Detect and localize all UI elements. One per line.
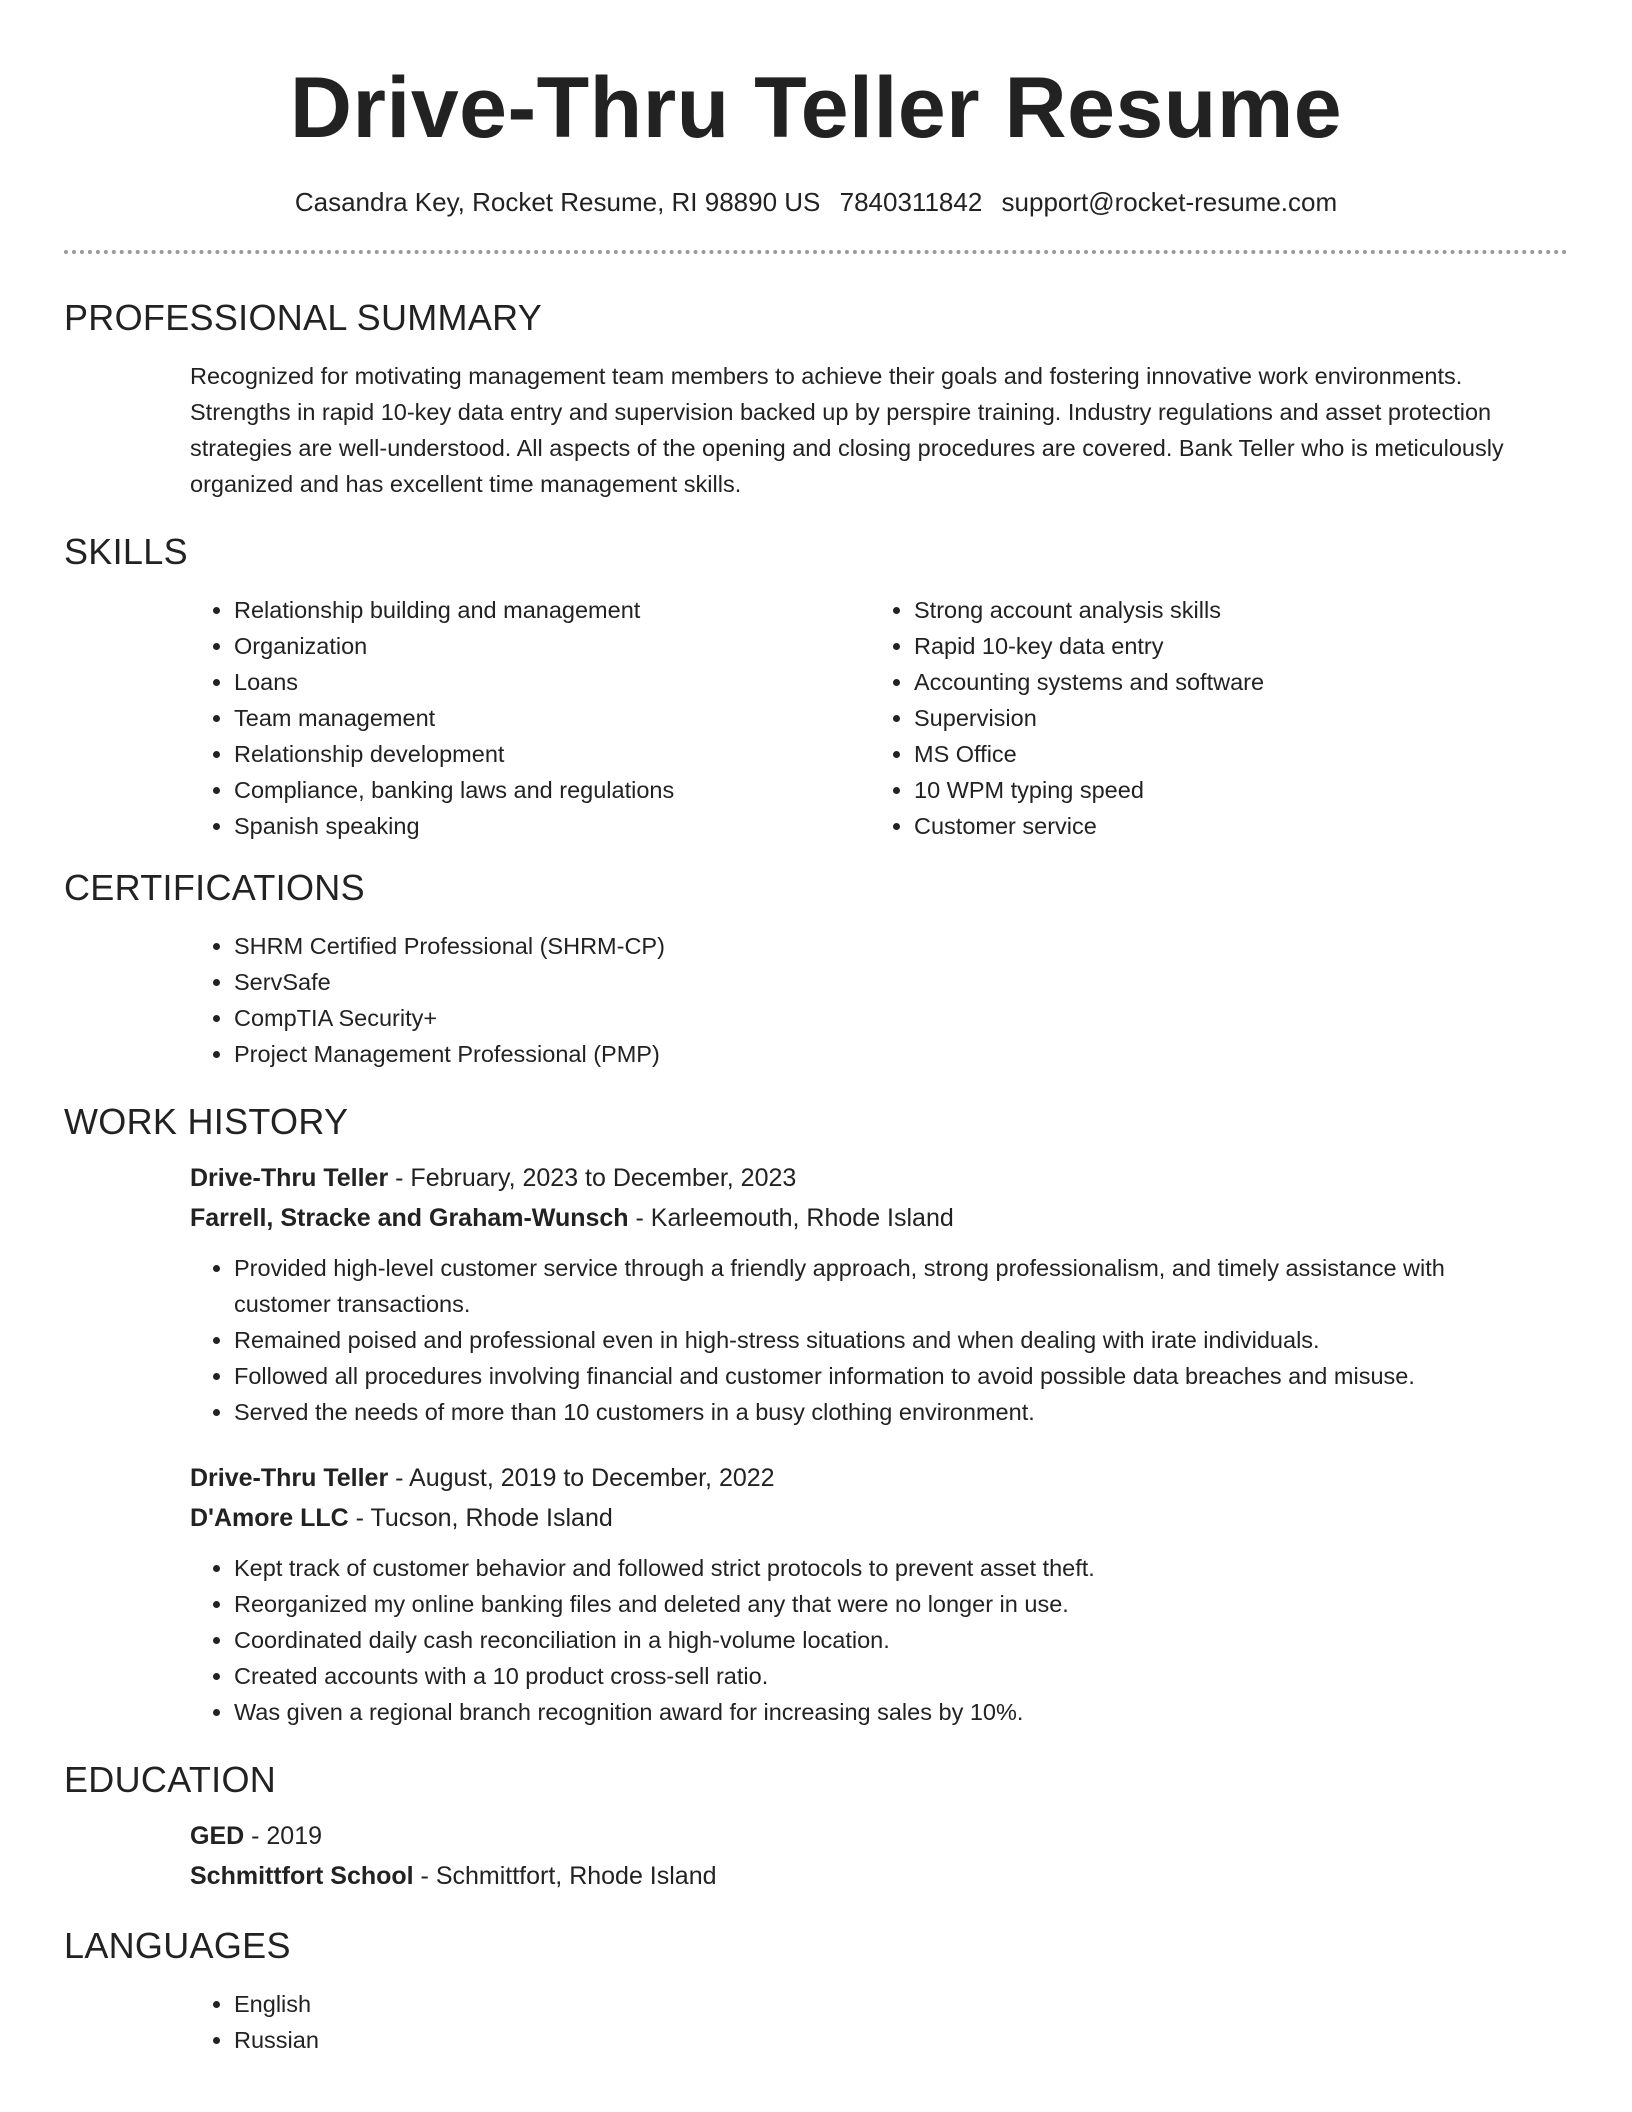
skill-item: • Team management — [234, 700, 870, 736]
summary-section — [64, 296, 1568, 502]
resume-title: Drive-Thru Teller Resume — [289, 60, 1343, 156]
education-heading: EDUCATION — [64, 1759, 277, 1800]
skill-item: • Relationship development — [234, 736, 870, 772]
job-bullet: • Served the needs of more than 10 customers in a busy clothing environment. — [234, 1394, 1534, 1430]
contact-address: Casandra Key, Rocket Resume, RI 98890 US — [294, 187, 821, 217]
job-title: Drive-Thru Teller — [190, 1164, 389, 1192]
education-location: - Schmittfort, Rhode Island — [413, 1862, 717, 1890]
job-company: D'Amore LLC — [190, 1504, 349, 1532]
skills-right-list — [870, 592, 1550, 844]
job-location: - Karleemouth, Rhode Island — [628, 1204, 954, 1232]
summary-body — [190, 358, 1568, 502]
certification-item: • CompTIA Security+ — [234, 1000, 1568, 1036]
skills-left-column — [190, 592, 870, 844]
job-company-line — [190, 1498, 1568, 1538]
skill-item: • Loans — [234, 664, 870, 700]
skill-item: • Relationship building and management — [234, 592, 870, 628]
skills-columns — [190, 592, 1568, 844]
certifications-heading: CERTIFICATIONS — [64, 867, 365, 908]
certification-item: • ServSafe — [234, 964, 1568, 1000]
job-title-line — [190, 1458, 1568, 1498]
languages-body — [190, 1986, 1568, 2058]
skill-item: • Accounting systems and software — [914, 664, 1550, 700]
languages-heading: LANGUAGES — [64, 1925, 291, 1966]
job-bullet: • Coordinated daily cash reconciliation in a high-volume location. — [234, 1622, 1534, 1658]
job-entry — [190, 1158, 1568, 1430]
skills-left-list — [190, 592, 870, 844]
job-company-line — [190, 1198, 1568, 1238]
certifications-section — [64, 866, 1568, 1072]
languages-list — [190, 1986, 1568, 2058]
education-section — [64, 1758, 1568, 1896]
job-dates: - February, 2023 to December, 2023 — [388, 1164, 797, 1192]
job-company: Farrell, Stracke and Graham-Wunsch — [190, 1204, 629, 1232]
skill-item: • Rapid 10-key data entry — [914, 628, 1550, 664]
summary-heading: PROFESSIONAL SUMMARY — [64, 297, 543, 338]
skill-item: • Strong account analysis skills — [914, 592, 1550, 628]
job-bullet: • Kept track of customer behavior and followed strict protocols to prevent asset theft. — [234, 1550, 1534, 1586]
language-item: • English — [234, 1986, 1568, 2022]
skill-item: • Supervision — [914, 700, 1550, 736]
skill-item: • Spanish speaking — [234, 808, 870, 844]
job-bullet: • Created accounts with a 10 product cross-sell ratio. — [234, 1658, 1534, 1694]
job-dates: - August, 2019 to December, 2022 — [388, 1464, 775, 1492]
header-divider — [64, 250, 1568, 254]
skill-item: • MS Office — [914, 736, 1550, 772]
skills-section — [64, 530, 1568, 844]
job-bullet: • Provided high-level customer service through a friendly approach, strong professionalism, and timely assistance with customer transactions. — [234, 1250, 1534, 1322]
education-school: Schmittfort School — [190, 1862, 414, 1890]
job-entry — [190, 1458, 1568, 1730]
certifications-body — [190, 928, 1568, 1072]
education-degree: GED — [190, 1822, 245, 1850]
education-entry — [190, 1816, 1568, 1896]
skill-item: • Compliance, banking laws and regulations — [234, 772, 870, 808]
language-item: • Russian — [234, 2022, 1568, 2058]
job-bullet: • Was given a regional branch recognition award for increasing sales by 10%. — [234, 1694, 1534, 1730]
job-bullet: • Followed all procedures involving financial and customer information to avoid possible data breaches and misuse. — [234, 1358, 1534, 1394]
job-bullets — [190, 1550, 1534, 1730]
skill-item: • Customer service — [914, 808, 1550, 844]
resume-page — [64, 0, 1568, 2058]
job-title: Drive-Thru Teller — [190, 1464, 389, 1492]
skill-item: • Organization — [234, 628, 870, 664]
certifications-list — [190, 928, 1568, 1072]
summary-text: Recognized for motivating management team members to achieve their goals and fostering innovative work environments. Strengths in rapid 10-key data entry and supervision backed up by perspire training. Industry regulations and asset protection strategies are well-understood. All aspects of the opening and closing procedures are covered. Bank Teller who is meticulously organized and has excellent time management skills. — [190, 363, 1504, 497]
skill-item: • 10 WPM typing speed — [914, 772, 1550, 808]
job-title-line — [190, 1158, 1568, 1198]
certification-item: • Project Management Professional (PMP) — [234, 1036, 1568, 1072]
work-history-heading: WORK HISTORY — [64, 1101, 349, 1142]
skills-right-column — [870, 592, 1550, 844]
education-school-line — [190, 1856, 1568, 1896]
work-history-section — [64, 1100, 1568, 1730]
contact-line — [64, 186, 1568, 218]
education-degree-line — [190, 1816, 1568, 1856]
education-year: - 2019 — [244, 1822, 323, 1850]
contact-phone: 7840311842 — [839, 187, 983, 217]
certification-item: • SHRM Certified Professional (SHRM-CP) — [234, 928, 1568, 964]
job-bullets — [190, 1250, 1534, 1430]
job-location: - Tucson, Rhode Island — [348, 1504, 613, 1532]
contact-email: support@rocket-resume.com — [1001, 187, 1338, 217]
languages-section — [64, 1924, 1568, 2058]
job-bullet: • Reorganized my online banking files and deleted any that were no longer in use. — [234, 1586, 1534, 1622]
skills-heading: SKILLS — [64, 531, 188, 572]
job-bullet: • Remained poised and professional even in high-stress situations and when dealing with irate individuals. — [234, 1322, 1534, 1358]
